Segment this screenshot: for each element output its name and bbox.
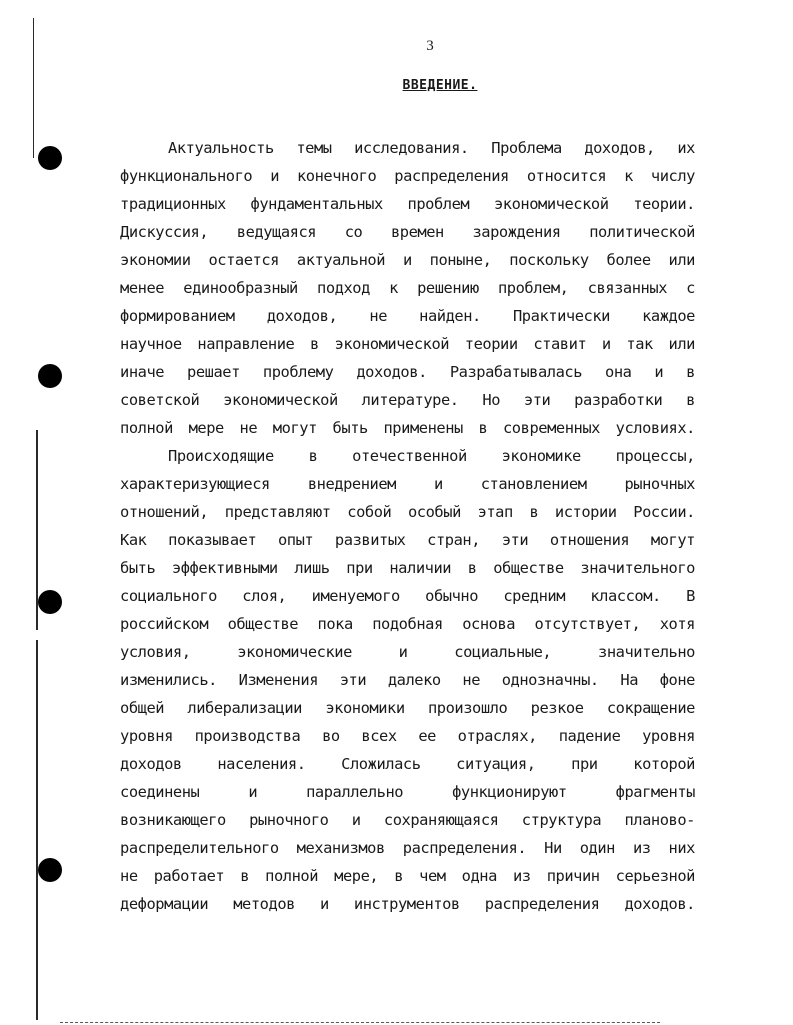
page-title: ВВЕДЕНИЕ. <box>402 78 478 93</box>
punch-hole-icon <box>38 590 62 614</box>
text-line: иначе решает проблему доходов. Разрабатывалась она и в <box>120 363 695 381</box>
scan-bottom-rule <box>60 1022 660 1024</box>
text-line: общей либерализации экономики произошло резкое сокращение <box>120 699 695 717</box>
text-line: социального слоя, именуемого обычно средним классом. В <box>120 587 695 605</box>
text-line: характеризующиеся внедрением и становлением рыночных <box>120 475 695 493</box>
scan-edge-line <box>36 640 38 1020</box>
text-line: экономии остается актуальной и поныне, поскольку более или <box>120 251 695 269</box>
text-line: возникающего рыночного и сохраняющаяся структура планово- <box>120 811 695 829</box>
text-line: условия, экономические и социальные, значительно <box>120 643 695 661</box>
text-line: Как показывает опыт развитых стран, эти отношения могут <box>120 531 695 549</box>
text-line: доходов населения. Сложилась ситуация, при которой <box>120 755 695 773</box>
text-line: Происходящие в отечественной экономике процессы, <box>168 447 695 465</box>
text-line: уровня производства во всех ее отраслях, падение уровня <box>120 727 695 745</box>
text-line: полной мере не могут быть применены в современных условиях. <box>120 419 695 437</box>
text-line: менее единообразный подход к решению проблем, связанных с <box>120 279 695 297</box>
text-line: изменились. Изменения эти далеко не однозначны. На фоне <box>120 671 695 689</box>
text-line: традиционных фундаментальных проблем экономической теории. <box>120 195 695 213</box>
text-line: российском обществе пока подобная основа отсутствует, хотя <box>120 615 695 633</box>
page-number: 3 <box>426 38 434 54</box>
text-line: быть эффективными лишь при наличии в обществе значительного <box>120 559 695 577</box>
text-line: советской экономической литературе. Но эти разработки в <box>120 391 695 409</box>
text-line: соединены и параллельно функционируют фрагменты <box>120 783 695 801</box>
text-line: распределительного механизмов распределения. Ни один из них <box>120 839 695 857</box>
punch-hole-icon <box>38 858 62 882</box>
text-line: Актуальность темы исследования. Проблема доходов, их <box>168 139 695 157</box>
text-line: отношений, представляют собой особый этап в истории России. <box>120 503 695 521</box>
text-line: Дискуссия, ведущаяся со времен зарождения политической <box>120 223 695 241</box>
punch-hole-icon <box>38 364 62 388</box>
text-line: научное направление в экономической теории ставит и так или <box>120 335 695 353</box>
text-line: формированием доходов, не найден. Практически каждое <box>120 307 695 325</box>
text-line: функционального и конечного распределения относится к числу <box>120 167 695 185</box>
text-line: деформации методов и инструментов распределения доходов. <box>120 895 695 913</box>
punch-hole-icon <box>38 146 62 170</box>
text-line: не работает в полной мере, в чем одна из причин серьезной <box>120 867 695 885</box>
